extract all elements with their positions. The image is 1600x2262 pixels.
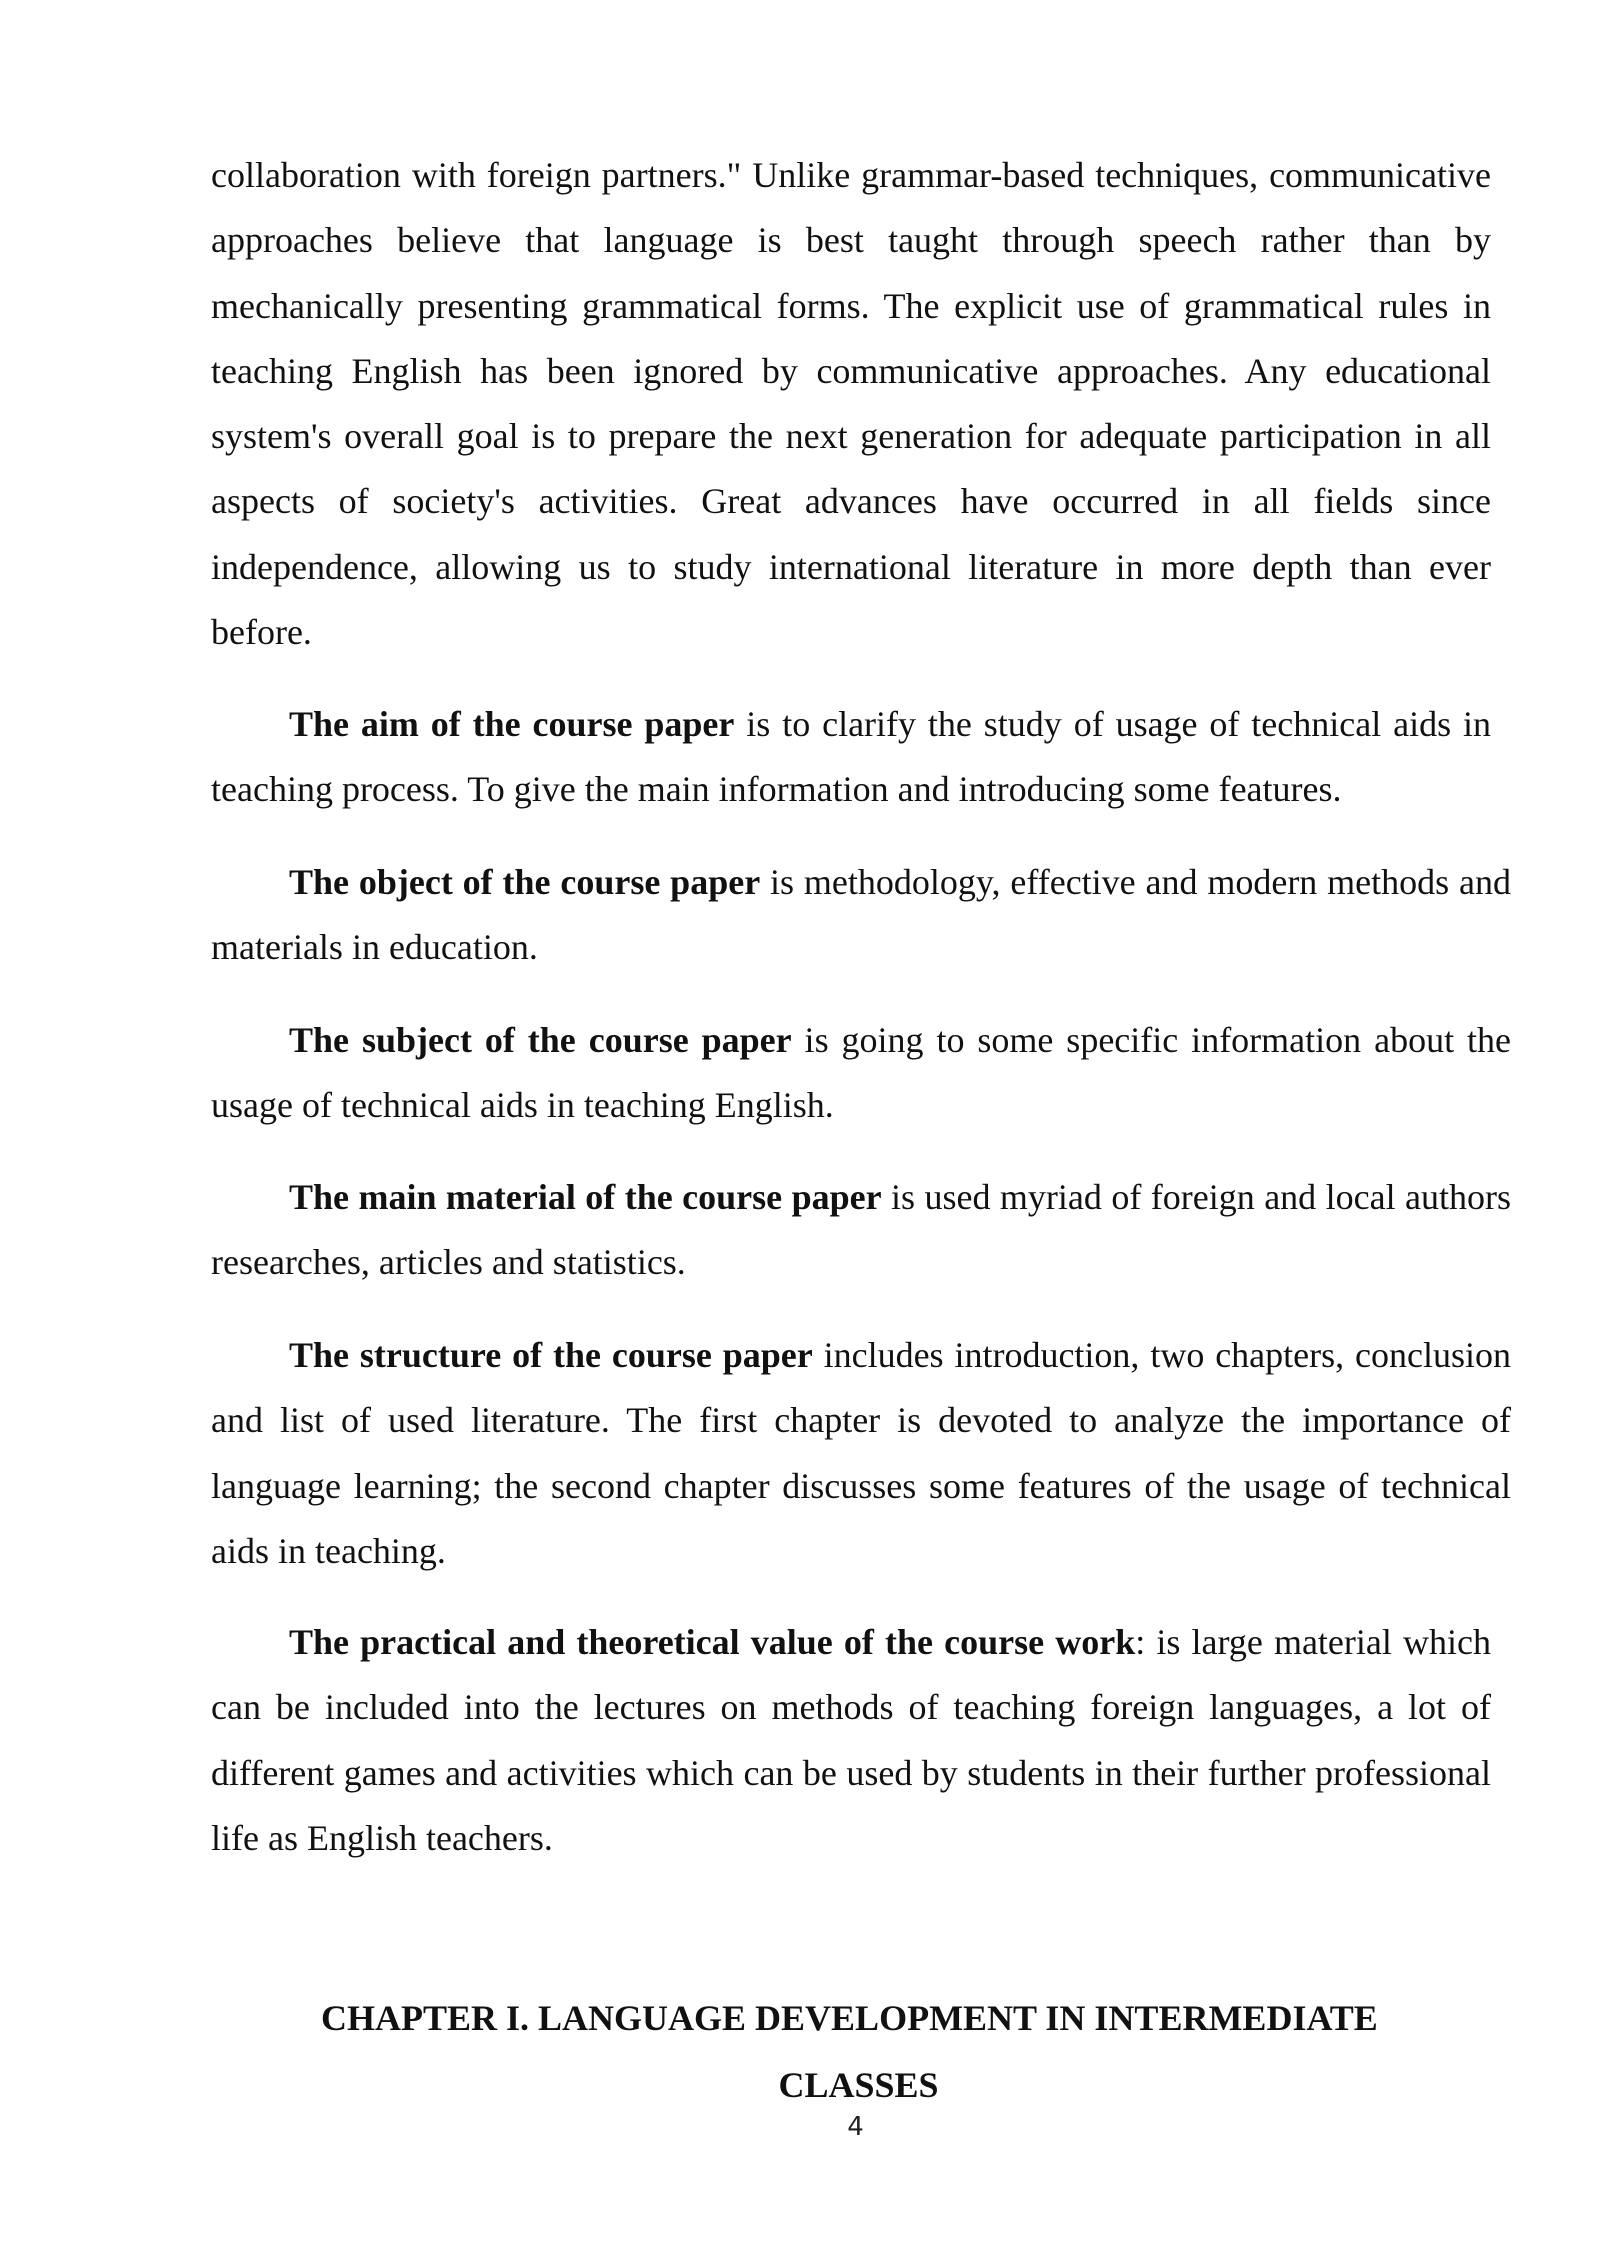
page-number: 4 (847, 2112, 864, 2142)
intro-paragraph: collaboration with foreign partners." Unlike grammar-based techniques, communicative approaches believe that language is best taught through speech rather than by mechanically presenting grammatical forms. The explicit use of grammatical rules in teaching English has been ignored by communicative approaches. Any educational system's overall goal is to prepare the next generation for adequate participation in all aspects of society's activities. Great advances have occurred in all fields since independence, allowing us to study international literature in more depth than ever before. (211, 155, 1491, 653)
main-material-text: is used myriad of foreign and local authors researches, articles and statistics. (211, 1177, 1511, 1283)
main-material-paragraph (211, 1165, 1511, 1296)
aim-paragraph (211, 692, 1491, 823)
value-label: The practical and theoretical value of the course work (289, 1622, 1136, 1662)
aim-text: is to clarify the study of usage of technical aids in teaching process. To give the main information and introducing some features. (211, 704, 1491, 810)
subject-text: is going to some specific information about the usage of technical aids in teaching English. (211, 1020, 1511, 1126)
value-paragraph (211, 1610, 1491, 1871)
value-text: : is large material which can be included into the lectures on methods of teaching foreign languages, a lot of different games and activities which can be used by students in their further professional life as English teachers. (211, 1622, 1491, 1858)
structure-paragraph (211, 1323, 1511, 1584)
structure-label: The structure of the course paper (289, 1335, 813, 1375)
chapter-heading (211, 1985, 1500, 2119)
subject-label: The subject of the course paper (289, 1020, 792, 1060)
chapter-heading-line2: CLASSES (778, 2065, 939, 2105)
aim-label: The aim of the course paper (289, 704, 735, 744)
main-material-label: The main material of the course paper (289, 1177, 882, 1217)
object-text: is methodology, effective and modern methods and materials in education. (211, 862, 1511, 968)
structure-text: includes introduction, two chapters, conclusion and list of used literature. The first chapter is devoted to analyze the importance of language learning; the second chapter discusses some features of the usage of technical aids in teaching. (211, 1335, 1512, 1571)
object-label: The object of the course paper (289, 862, 761, 902)
document-page (211, 0, 1512, 2262)
object-paragraph (211, 850, 1511, 981)
chapter-heading-line1: CHAPTER I. LANGUAGE DEVELOPMENT IN INTERMEDIATE (321, 1998, 1378, 2038)
subject-paragraph (211, 1008, 1511, 1139)
